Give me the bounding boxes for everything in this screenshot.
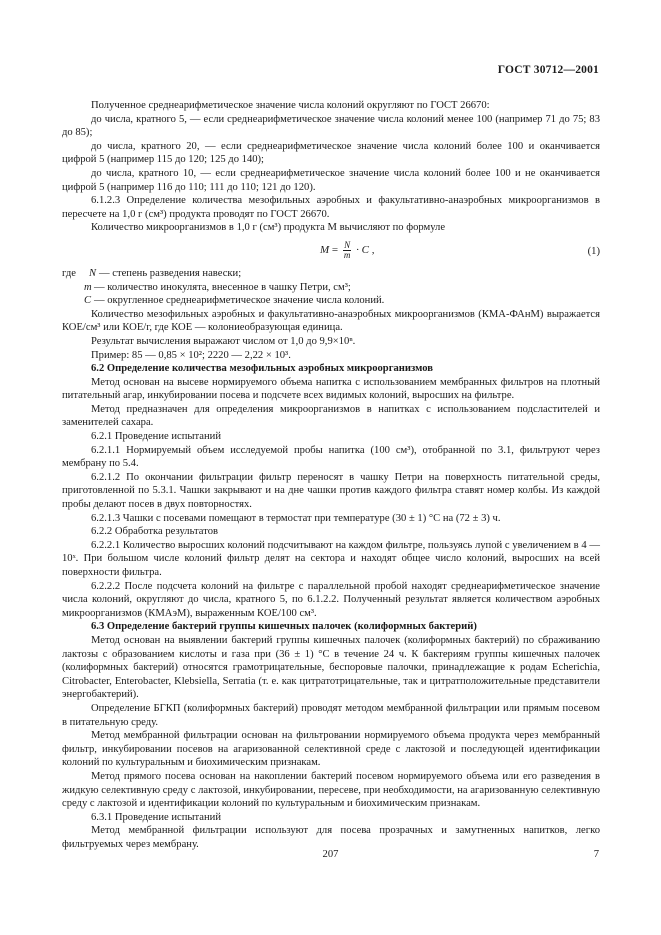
paragraph: 6.2.2.2 После подсчета колоний на фильтре с параллельной пробой находят среднеарифметическое значение числа колоний, округляют до числа, кратного 5, по 6.1.2.2. Полученный результат является количеством аэробных микроорганизмов (КМАэМ), выраженным КОЕ/100 см³. — [62, 580, 600, 619]
paragraph: до числа, кратного 20, — если среднеарифметическое значение числа колоний более 100 и оканчивается цифрой 5 (например 115 до 120; 125 до 140); — [62, 140, 600, 166]
legend-row — [62, 281, 600, 295]
legend-symbol: N — [89, 267, 97, 279]
paragraph: Метод прямого посева основан на накоплении бактерий посевом нормируемого объема или его разведения в жидкую селективную среду с лактозой, инкубировании, пересеве, при необходимости, на агаризованную селективную среду с лактозой и идентификации колоний по культуральным и биохимическим признакам. — [62, 770, 600, 810]
formula-1 — [62, 239, 600, 263]
legend-row — [62, 294, 600, 308]
formula-number: (1) — [587, 245, 600, 257]
paragraph: 6.2.2.1 Количество выросших колоний подсчитывают на каждом фильтре, пользуясь лупой с увеличением в 4 — 10ˣ. При большом числе колоний фильтр делят на сектора и находят общее число колоний, выросших на всей поверхности фильтра. — [62, 539, 600, 578]
formula-expression — [320, 241, 374, 260]
formula-numerator: N — [344, 239, 351, 250]
formula-legend — [62, 267, 600, 308]
paragraph: 6.3.1 Проведение испытаний — [91, 811, 221, 823]
paragraph: 6.1.2.3 Определение количества мезофильных аэробных и факультативно-анаэробных микроорганизмов в пересчете на 1,0 г (см³) продукта проводят по ГОСТ 26670. — [62, 195, 600, 220]
paragraph: Метод основан на выявлении бактерий группы кишечных палочек (колиформных бактерий) по сбраживанию лактозы с образованием кислоты и газа при (36 ± 1) °С в течение 24 ч. К бактериям группы кишечных палочек (колиформных бактерий) относятся грамотрицательные, беспоровые палочки, принадлежащие к родам Echerichia, Citrobacter, Enterobacter, Klebsiella, Serratia (т. е. как цитратотрицательные, так и цитратположительные представители энергобактерий). — [62, 634, 600, 701]
sheet-number: 7 — [593, 849, 599, 860]
paragraph: Количество мезофильных аэробных и факультативно-анаэробных микроорганизмов (КМА-ФАнМ) выражается КОЕ/см³ или КОЕ/г, где КОЕ — колониеобразующая единица. — [62, 308, 600, 334]
formula-lhs: M — [320, 243, 330, 256]
formula-fraction — [343, 241, 352, 260]
paragraph: Определение БГКП (колиформных бактерий) проводят методом мембранной фильтрации или прямым посевом в питательную среду. — [62, 702, 600, 728]
paragraph: Полученное среднеарифметическое значение числа колоний округляют по ГОСТ 26670: — [91, 100, 490, 111]
legend-label: где — [62, 267, 76, 279]
standard-header: ГОСТ 30712—2001 — [497, 64, 599, 76]
legend-symbol: m — [84, 281, 92, 293]
formula-equals: = — [331, 243, 339, 256]
paragraph: 6.2.1.2 По окончании фильтрации фильтр переносят в чашку Петри на поверхность питательной среды, приготовленной по 5.3.1. Чашки закрывают и на дне чашки против каждого фильтра ставят номер колбы. Из каждой пробы делают посев в двух повторностях. — [62, 471, 600, 511]
legend-text: — степень разведения навески; — [99, 267, 242, 279]
page-number: 207 — [322, 849, 339, 860]
legend-text: — округленное среднеарифметическое значение числа колоний. — [94, 295, 385, 307]
paragraph: 6.2.1.3 Чашки с посевами помещают в термостат при температуре (30 ± 1) °С на (72 ± 3) ч. — [91, 512, 501, 524]
legend-text: — количество инокулята, внесенное в чашку Петри, см³; — [94, 281, 351, 293]
paragraph: до числа, кратного 10, — если среднеарифметическое значение числа колоний более 100 и не оканчивается цифрой 5 (например 116 до 110; 111 до 110; 121 до 120). — [62, 167, 600, 193]
formula-rhs: · C , — [356, 243, 375, 256]
legend-symbol: C — [84, 295, 92, 307]
paragraph: Метод мембранной фильтрации используют для посева прозрачных и замутненных напитков, легко фильтруемых через мембрану. — [62, 825, 600, 850]
legend-row — [62, 267, 600, 281]
document-body — [62, 99, 600, 851]
paragraph: Количество микроорганизмов в 1,0 г (см³) продукта M вычисляют по формуле — [91, 222, 446, 234]
paragraph: до числа, кратного 5, — если среднеарифметическое значение числа колоний менее 100 (например 71 до 75; 83 до 85); — [62, 113, 600, 139]
paragraph: 6.2.2 Обработка результатов — [91, 526, 218, 538]
paragraph: Метод мембранной фильтрации основан на фильтровании нормируемого объема продукта через мембранный фильтр, инкубировании посевов на агаризованной селективной среде с лактозой и последующей идентификации колоний по культуральным и биохимическим признакам. — [62, 730, 600, 769]
formula-denominator: m — [343, 249, 351, 260]
section-heading-6-3: 6.3 Определение бактерий группы кишечных палочек (колиформных бактерий) — [91, 621, 477, 633]
paragraph: Метод предназначен для определения микроорганизмов в напитках с использованием подсластителей и заменителей сахара. — [62, 403, 600, 429]
paragraph: Результат вычисления выражают числом от 1,0 до 9,9×10ⁿ. — [91, 335, 356, 347]
paragraph: Метод основан на высеве нормируемого объема напитка с использованием мембранных фильтров на плотный питательный агар, инкубировании посева и подсчете всех видимых колоний, выросших на фильтре. — [62, 376, 600, 402]
paragraph: 6.2.1.1 Нормируемый объем исследуемой пробы напитка (100 см³), отобранной по 3.1, фильтруют через мембрану по 5.4. — [62, 444, 600, 470]
section-heading-6-2: 6.2 Определение количества мезофильных аэробных микроорганизмов — [91, 363, 433, 375]
paragraph: 6.2.1 Проведение испытаний — [91, 431, 221, 443]
paragraph: Пример: 85 — 0,85 × 10²; 2220 — 2,22 × 10³. — [91, 349, 291, 361]
